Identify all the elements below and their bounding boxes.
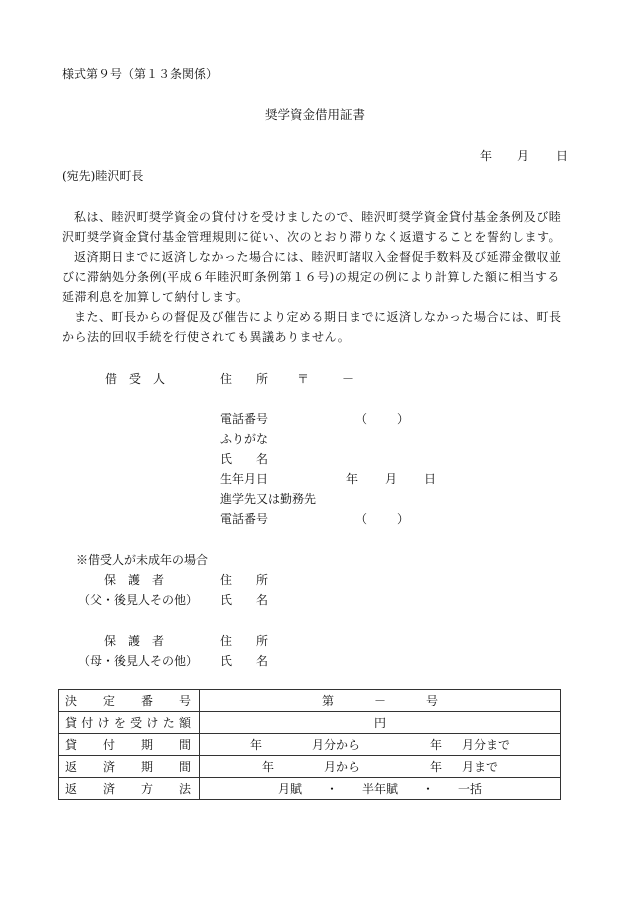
label-char: 返 — [65, 781, 78, 796]
value-part: 半年賦 — [361, 781, 398, 796]
birth-day-label: 日 — [424, 472, 437, 486]
date-year-label: 年 — [480, 149, 493, 163]
para3-line2: から法的回収手続を行使されても異議ありません。 — [62, 330, 351, 344]
label-char: 貸 — [65, 737, 78, 752]
minor-note: ※借受人が未成年の場合 — [76, 553, 209, 567]
form-number: 様式第９号（第１３条関係） — [62, 67, 219, 81]
guardian2-address-label: 住 所 — [220, 634, 269, 648]
guardian2-label: 保 護 者 — [104, 634, 165, 648]
row-label — [59, 712, 200, 734]
guardian1-address-label: 住 所 — [220, 573, 269, 587]
para1-line2: 沢町奨学資金貸付基金管理規則に従い、次のとおり滞りなく返還することを誓約します。 — [62, 230, 562, 244]
guardian1-name-label: 氏 名 — [220, 593, 269, 607]
label-char: た — [162, 715, 175, 730]
label-char: 期 — [140, 759, 153, 774]
phone-paren-close: ） — [397, 412, 410, 426]
row-value — [200, 734, 561, 756]
date-day-label: 日 — [556, 149, 569, 163]
phone-paren-open: （ — [355, 412, 368, 426]
repayment-period-row — [59, 756, 561, 778]
guardian2-sub: （母・後見人その他） — [78, 654, 199, 668]
postal-mark: 〒 — [297, 372, 310, 386]
label-char: 付 — [81, 715, 94, 730]
row-label — [59, 756, 200, 778]
value-part: 月分から — [311, 737, 360, 752]
para3-line1: また、町長からの督促及び催告により定める期日までに返済しなかった場合には、町長 — [74, 310, 562, 324]
value-part: ・ — [325, 781, 338, 796]
label-char: 期 — [140, 737, 153, 752]
row-label — [59, 734, 200, 756]
label-char: を — [113, 715, 126, 730]
para2-line1: 返済期日までに返済しなかった場合には、睦沢町諸収入金督促手数料及び延滞金徴収並 — [74, 250, 562, 264]
value-part: 号 — [426, 693, 439, 708]
decision-number-row — [59, 690, 561, 712]
value-part: 月賦 — [277, 781, 302, 796]
value-part: － — [373, 693, 386, 708]
birth-year-label: 年 — [346, 472, 359, 486]
value-part: 一括 — [458, 781, 483, 796]
para1-line1: 私は、睦沢町奨学資金の貸付けを受けましたので、睦沢町奨学資金貸付基金条例及び睦 — [74, 210, 562, 224]
guardian1-label: 保 護 者 — [104, 573, 165, 587]
row-label — [59, 690, 200, 712]
loan-summary-table — [58, 689, 561, 800]
value-part: 年 — [249, 737, 262, 752]
school-phone-paren-open: （ — [355, 512, 368, 526]
recipient: (宛先)睦沢町長 — [62, 169, 144, 183]
loan-period-row — [59, 734, 561, 756]
label-char: 済 — [102, 781, 115, 796]
birth-month-label: 月 — [385, 472, 398, 486]
value-part: 年 — [430, 759, 443, 774]
borrower-name-label: 氏 名 — [220, 452, 269, 466]
guardian2-name-label: 氏 名 — [220, 654, 269, 668]
label-char: 定 — [102, 693, 115, 708]
value-part: ・ — [422, 781, 435, 796]
label-char: 号 — [178, 693, 191, 708]
value-part: 月まで — [462, 759, 499, 774]
label-char: 法 — [178, 781, 191, 796]
document-title: 奨学資金借用証書 — [265, 107, 366, 122]
label-char: 付 — [102, 737, 115, 752]
value-part: 円 — [373, 715, 386, 730]
borrower-phone-label: 電話番号 — [220, 412, 269, 426]
para2-line2: びに滞納処分条例(平成６年睦沢町条例第１６号)の規定の例により計算した額に相当する — [62, 270, 560, 284]
label-char: 済 — [102, 759, 115, 774]
guardian1-sub: （父・後見人その他） — [78, 593, 199, 607]
repayment-method-row — [59, 778, 561, 800]
value-part: 月から — [323, 759, 360, 774]
label-char: 方 — [140, 781, 153, 796]
furigana-label: ふりがな — [220, 432, 269, 446]
label-char: け — [146, 715, 159, 730]
row-value — [200, 778, 561, 800]
borrower-address-label: 住 所 — [220, 372, 269, 386]
birthdate-label: 生年月日 — [220, 472, 269, 486]
school-label: 進学先又は勤務先 — [220, 492, 317, 506]
label-char: 返 — [65, 759, 78, 774]
label-char: 番 — [140, 693, 153, 708]
label-char: 受 — [130, 715, 143, 730]
date-month-label: 月 — [517, 149, 530, 163]
value-part: 年 — [261, 759, 274, 774]
row-value — [200, 690, 561, 712]
label-char: 間 — [178, 737, 191, 752]
postal-dash: － — [342, 372, 355, 386]
value-part: 年 — [430, 737, 443, 752]
label-char: 決 — [65, 693, 78, 708]
value-part: 第 — [321, 693, 334, 708]
label-char: 額 — [178, 715, 191, 730]
label-char: 間 — [178, 759, 191, 774]
school-phone-paren-close: ） — [397, 512, 410, 526]
row-label — [59, 778, 200, 800]
school-phone-label: 電話番号 — [220, 512, 269, 526]
borrower-label: 借 受 人 — [105, 372, 166, 386]
label-char: け — [97, 715, 110, 730]
row-value — [200, 756, 561, 778]
value-part: 月分まで — [462, 737, 511, 752]
row-value — [200, 712, 561, 734]
loan-amount-row — [59, 712, 561, 734]
para2-line3: 延滞利息を加算して納付します。 — [62, 290, 249, 304]
label-char: 貸 — [65, 715, 78, 730]
